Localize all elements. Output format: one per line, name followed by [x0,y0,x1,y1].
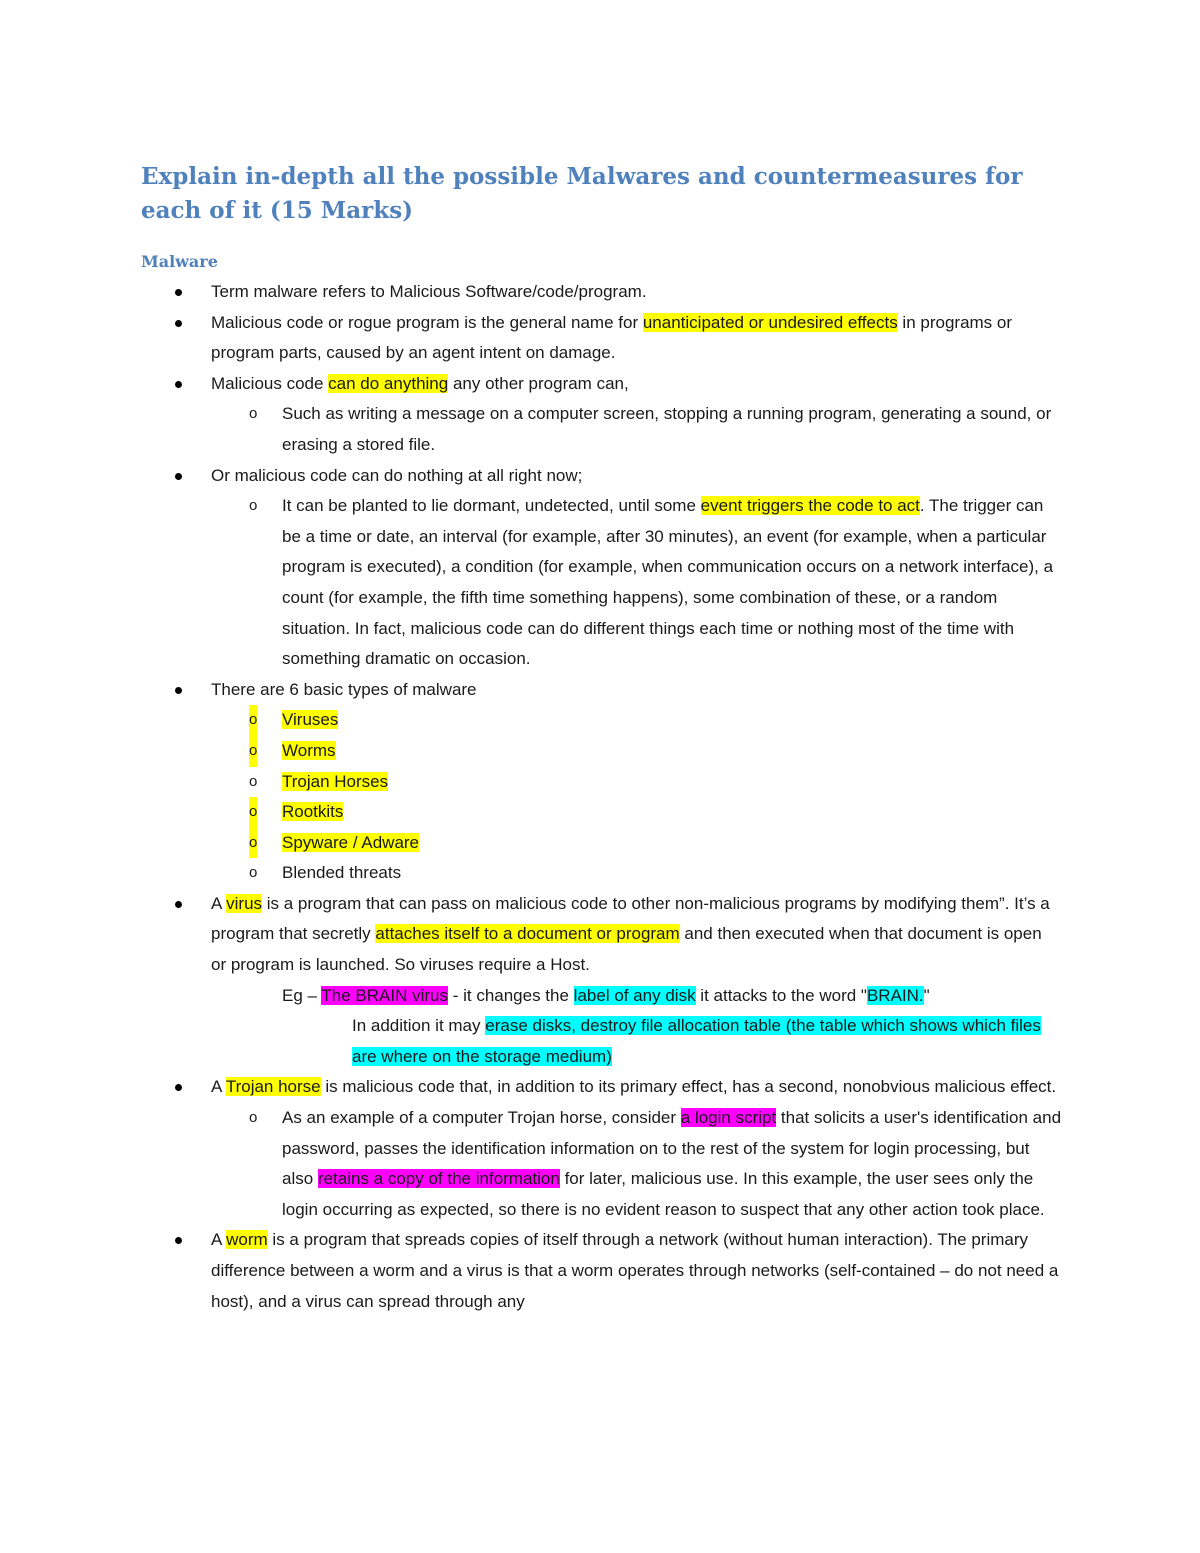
highlight: attaches itself to a document or program [375,924,680,944]
sub-bullet-marker: o [249,797,257,828]
highlight: label of any disk [573,985,696,1005]
bullet-dot [175,687,182,694]
highlight: Trojan Horses [282,771,389,791]
list-item: A worm is a program that spreads copies of itself through a network (without human interaction). The primary difference between a worm and a virus is that a worm operates through networks (self-contained – do not need a host), and a virus can spread through any [0,1225,1061,1317]
sub-bullet-marker: o [249,828,257,859]
list-item: Term malware refers to Malicious Software/code/program. [0,277,1061,308]
list-item: Malicious code or rogue program is the general name for unanticipated or undesired effects in programs or program parts, caused by an agent intent on damage. [0,308,1061,369]
list-item: Malicious code can do anything any other program can, [0,369,1061,400]
highlight: Spyware / Adware [282,832,420,852]
list-item: A Trojan horse is malicious code that, in addition to its primary effect, has a second, nonobvious malicious effect. [0,1072,1061,1103]
bullet-dot [175,381,182,388]
sub-bullet-marker: o [249,497,258,515]
highlight: worm [226,1230,268,1250]
highlight: Rootkits [282,802,344,822]
highlight: event triggers the code to act [700,496,920,516]
bullet-dot [175,289,182,296]
malware-type-item [0,797,1062,828]
malware-type-item [0,705,1062,736]
highlight: BRAIN. [866,985,924,1005]
highlight: unanticipated or undesired effects [642,312,898,332]
example-line: In addition it may erase disks, destroy file allocation table (the table which shows which files are where on the storage medium) [352,1016,1041,1066]
sub-bullet-marker: o [249,864,258,882]
sub-bullet-marker: o [249,1109,258,1127]
sub-list-item: o Such as writing a message on a computer screen, stopping a running program, generating a sound, or erasing a stored file. [0,399,1062,460]
malware-type-item [0,767,1062,798]
bullet-dot [175,1237,182,1244]
bullet-dot [175,1084,182,1091]
list-item: There are 6 basic types of malware [0,675,1061,706]
bullet-dot [175,901,182,908]
sub-bullet-marker: o [249,772,258,790]
sub-bullet-marker: o [249,705,257,736]
sub-bullet-marker: o [249,736,257,767]
highlight: can do anything [328,373,449,393]
list-item: Or malicious code can do nothing at all right now; [0,461,1061,492]
highlight: Viruses [282,710,339,730]
highlight: Trojan horse [225,1077,321,1097]
section-heading: Malware [141,252,218,271]
sub-list-item: o It can be planted to lie dormant, undetected, until some event triggers the code to act. The trigger can be a time or date, an interval (for example, after 30 minutes), an event (for example, when a particular program is executed), a condition (for example, when communication occurs on a network interface), a count (for example, the fifth time something happens), some combination of these, or a random situation. In fact, malicious code can do different things each time or nothing most of the time with something dramatic on occasion. [0,491,1062,675]
malware-type-item: o Blended threats [0,858,1062,889]
bullet-dot [175,320,182,327]
sub-bullet-marker: o [249,405,258,423]
highlight: Worms [282,740,336,760]
malware-type-item [0,736,1062,767]
malware-type-item [0,828,1062,859]
highlight: a login script [680,1108,777,1128]
example-line: Eg – The BRAIN virus - it changes the label of any disk it attacks to the word "BRAIN." [282,985,930,1005]
highlight: retains a copy of the information [317,1169,560,1189]
page-title: Explain in-depth all the possible Malwares and countermeasures for each of it (15 Marks) [141,163,1023,224]
highlight: The BRAIN virus [321,985,448,1005]
bullet-list [0,277,1200,1317]
highlight: erase disks, destroy file allocation table (the table which shows which files are where on the storage medium) [352,1016,1041,1066]
highlight: virus [226,893,263,913]
bullet-dot [175,473,182,480]
list-item: A virus is a program that can pass on malicious code to other non-malicious programs by modifying them”. It’s a program that secretly attaches itself to a document or program and then executed when that document is open or program is launched. So viruses require a Host. [0,889,1061,981]
sub-list-item: o As an example of a computer Trojan horse, consider a login script that solicits a user's identification and password, passes the identification information on to the rest of the system for login processing, but also retains a copy of the information for later, malicious use. In this example, the user sees only the login occurring as expected, so there is no evident reason to suspect that any other action took place. [0,1103,1062,1225]
